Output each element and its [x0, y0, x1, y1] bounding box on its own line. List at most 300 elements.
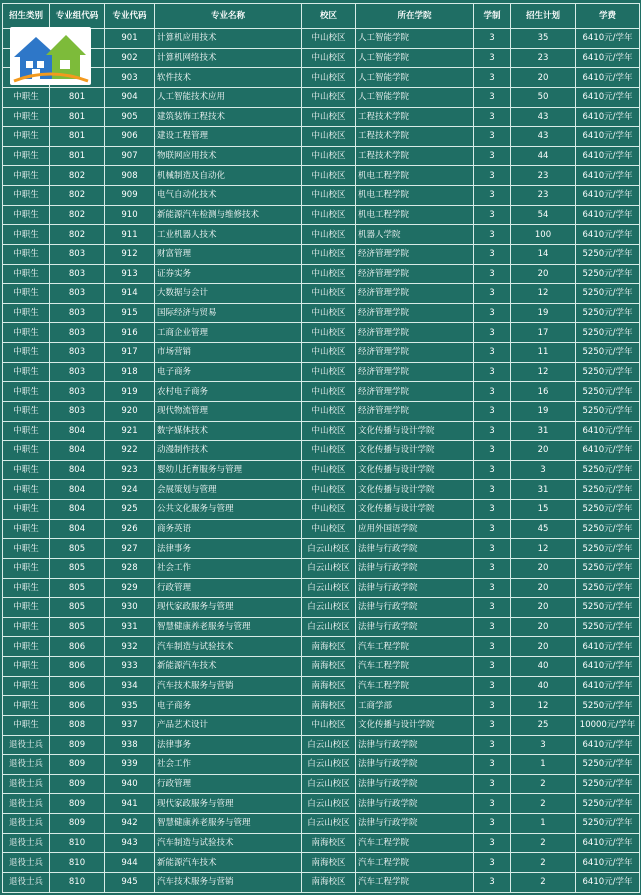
table-body [3, 29, 640, 893]
cell-campus: 白云山校区 [302, 617, 356, 637]
cell-group-code: 806 [50, 657, 105, 677]
cell-group-code: 801 [50, 146, 105, 166]
cell-category: 退役士兵 [3, 774, 50, 794]
cell-college: 法律与行政学院 [356, 578, 474, 598]
cell-tuition: 5250元/学年 [576, 343, 640, 363]
cell-group-code: 806 [50, 696, 105, 716]
cell-group-code: 804 [50, 441, 105, 461]
cell-college: 法律与行政学院 [356, 755, 474, 775]
cell-group-code: 809 [50, 794, 105, 814]
cell-category: 中职生 [3, 264, 50, 284]
cell-group-code: 802 [50, 166, 105, 186]
cell-major-name: 新能源汽车技术 [155, 657, 302, 677]
cell-tuition: 5250元/学年 [576, 814, 640, 834]
cell-category: 中职生 [3, 617, 50, 637]
table-row [3, 68, 640, 88]
cell-duration: 3 [474, 107, 511, 127]
cell-major-name: 公共文化服务与管理 [155, 500, 302, 520]
cell-plan: 54 [511, 205, 576, 225]
cell-college: 经济管理学院 [356, 401, 474, 421]
cell-college: 法律与行政学院 [356, 558, 474, 578]
cell-college: 经济管理学院 [356, 362, 474, 382]
table-row [3, 244, 640, 264]
table-row [3, 696, 640, 716]
cell-plan: 15 [511, 500, 576, 520]
cell-college: 机电工程学院 [356, 186, 474, 206]
cell-category: 中职生 [3, 637, 50, 657]
cell-category: 中职生 [3, 441, 50, 461]
cell-plan: 12 [511, 362, 576, 382]
cell-plan: 12 [511, 284, 576, 304]
cell-campus: 中山校区 [302, 303, 356, 323]
cell-tuition: 6410元/学年 [576, 186, 640, 206]
cell-campus: 南海校区 [302, 676, 356, 696]
cell-category: 中职生 [3, 225, 50, 245]
cell-major-code: 902 [105, 48, 155, 68]
table-row [3, 382, 640, 402]
cell-plan: 43 [511, 127, 576, 147]
cell-category: 中职生 [3, 166, 50, 186]
table-row [3, 284, 640, 304]
header-group-code: 专业组代码 [50, 4, 105, 29]
cell-plan: 23 [511, 48, 576, 68]
cell-college: 法律与行政学院 [356, 794, 474, 814]
cell-tuition: 6410元/学年 [576, 166, 640, 186]
cell-tuition: 5250元/学年 [576, 460, 640, 480]
table-row [3, 539, 640, 559]
cell-group-code: 803 [50, 303, 105, 323]
cell-plan: 43 [511, 107, 576, 127]
header-category: 招生类别 [3, 4, 50, 29]
cell-plan: 1 [511, 814, 576, 834]
cell-major-code: 943 [105, 833, 155, 853]
cell-major-code: 921 [105, 421, 155, 441]
cell-tuition: 5250元/学年 [576, 264, 640, 284]
cell-group-code: 802 [50, 186, 105, 206]
cell-campus: 中山校区 [302, 87, 356, 107]
cell-duration: 3 [474, 853, 511, 873]
cell-plan: 35 [511, 29, 576, 49]
table-row [3, 87, 640, 107]
header-college: 所在学院 [356, 4, 474, 29]
cell-campus: 中山校区 [302, 441, 356, 461]
table-row [3, 29, 640, 49]
cell-major-name: 软件技术 [155, 68, 302, 88]
cell-college: 汽车工程学院 [356, 872, 474, 892]
table-row [3, 480, 640, 500]
cell-duration: 3 [474, 127, 511, 147]
cell-tuition: 5250元/学年 [576, 519, 640, 539]
cell-college: 人工智能学院 [356, 68, 474, 88]
cell-college: 机器人学院 [356, 225, 474, 245]
table-row [3, 755, 640, 775]
cell-tuition: 6410元/学年 [576, 127, 640, 147]
cell-major-code: 901 [105, 29, 155, 49]
cell-plan: 25 [511, 715, 576, 735]
cell-duration: 3 [474, 244, 511, 264]
cell-major-name: 现代家政服务与管理 [155, 598, 302, 618]
cell-major-code: 909 [105, 186, 155, 206]
cell-duration: 3 [474, 715, 511, 735]
cell-duration: 3 [474, 284, 511, 304]
cell-major-code: 926 [105, 519, 155, 539]
cell-duration: 3 [474, 657, 511, 677]
cell-tuition: 6410元/学年 [576, 657, 640, 677]
cell-tuition: 5250元/学年 [576, 500, 640, 520]
cell-duration: 3 [474, 362, 511, 382]
cell-major-name: 农村电子商务 [155, 382, 302, 402]
cell-duration: 3 [474, 225, 511, 245]
cell-college: 工程技术学院 [356, 107, 474, 127]
cell-category: 退役士兵 [3, 755, 50, 775]
cell-campus: 白云山校区 [302, 755, 356, 775]
cell-campus: 南海校区 [302, 833, 356, 853]
cell-major-code: 931 [105, 617, 155, 637]
cell-college: 应用外国语学院 [356, 519, 474, 539]
cell-category: 中职生 [3, 303, 50, 323]
cell-category: 中职生 [3, 87, 50, 107]
cell-college: 经济管理学院 [356, 264, 474, 284]
table-row [3, 343, 640, 363]
cell-plan: 3 [511, 735, 576, 755]
cell-category: 中职生 [3, 676, 50, 696]
cell-group-code: 801 [50, 107, 105, 127]
cell-category: 中职生 [3, 539, 50, 559]
cell-major-name: 人工智能技术应用 [155, 87, 302, 107]
cell-plan: 23 [511, 166, 576, 186]
cell-category: 中职生 [3, 362, 50, 382]
cell-college: 文化传播与设计学院 [356, 441, 474, 461]
cell-duration: 3 [474, 166, 511, 186]
cell-major-code: 917 [105, 343, 155, 363]
cell-duration: 3 [474, 29, 511, 49]
cell-major-code: 916 [105, 323, 155, 343]
cell-campus: 中山校区 [302, 343, 356, 363]
house-logo-icon [10, 27, 91, 85]
cell-major-name: 动漫制作技术 [155, 441, 302, 461]
cell-college: 人工智能学院 [356, 29, 474, 49]
cell-major-code: 912 [105, 244, 155, 264]
table-row [3, 676, 640, 696]
cell-campus: 中山校区 [302, 284, 356, 304]
cell-duration: 3 [474, 205, 511, 225]
cell-group-code: 803 [50, 244, 105, 264]
cell-tuition: 5250元/学年 [576, 303, 640, 323]
cell-category: 中职生 [3, 205, 50, 225]
cell-tuition: 6410元/学年 [576, 441, 640, 461]
cell-campus: 中山校区 [302, 421, 356, 441]
cell-duration: 3 [474, 382, 511, 402]
cell-college: 经济管理学院 [356, 303, 474, 323]
cell-plan: 20 [511, 598, 576, 618]
cell-campus: 中山校区 [302, 225, 356, 245]
cell-major-name: 婴幼儿托育服务与管理 [155, 460, 302, 480]
cell-group-code: 806 [50, 637, 105, 657]
header-plan: 招生计划 [511, 4, 576, 29]
cell-campus: 白云山校区 [302, 578, 356, 598]
cell-tuition: 5250元/学年 [576, 539, 640, 559]
table-row [3, 814, 640, 834]
cell-plan: 20 [511, 68, 576, 88]
cell-campus: 中山校区 [302, 127, 356, 147]
cell-plan: 17 [511, 323, 576, 343]
table-row [3, 598, 640, 618]
cell-group-code: 806 [50, 676, 105, 696]
cell-major-code: 910 [105, 205, 155, 225]
cell-category: 中职生 [3, 244, 50, 264]
cell-college: 经济管理学院 [356, 244, 474, 264]
cell-major-code: 928 [105, 558, 155, 578]
cell-tuition: 5250元/学年 [576, 774, 640, 794]
cell-duration: 3 [474, 186, 511, 206]
cell-major-code: 906 [105, 127, 155, 147]
cell-plan: 40 [511, 657, 576, 677]
cell-tuition: 5250元/学年 [576, 401, 640, 421]
cell-tuition: 5250元/学年 [576, 755, 640, 775]
cell-major-name: 大数据与会计 [155, 284, 302, 304]
table-row [3, 127, 640, 147]
cell-campus: 中山校区 [302, 244, 356, 264]
cell-major-name: 机械制造及自动化 [155, 166, 302, 186]
cell-campus: 白云山校区 [302, 598, 356, 618]
cell-major-name: 数字媒体技术 [155, 421, 302, 441]
cell-major-name: 市场营销 [155, 343, 302, 363]
cell-college: 机电工程学院 [356, 205, 474, 225]
cell-college: 经济管理学院 [356, 284, 474, 304]
cell-campus: 中山校区 [302, 500, 356, 520]
header-duration: 学制 [474, 4, 511, 29]
cell-major-code: 924 [105, 480, 155, 500]
cell-major-name: 财富管理 [155, 244, 302, 264]
cell-college: 法律与行政学院 [356, 598, 474, 618]
cell-campus: 白云山校区 [302, 814, 356, 834]
cell-duration: 3 [474, 264, 511, 284]
cell-college: 工程技术学院 [356, 146, 474, 166]
cell-tuition: 5250元/学年 [576, 480, 640, 500]
cell-tuition: 5250元/学年 [576, 323, 640, 343]
cell-major-name: 电子商务 [155, 362, 302, 382]
cell-major-code: 922 [105, 441, 155, 461]
cell-college: 汽车工程学院 [356, 853, 474, 873]
cell-college: 经济管理学院 [356, 343, 474, 363]
cell-college: 工商学部 [356, 696, 474, 716]
cell-duration: 3 [474, 617, 511, 637]
cell-plan: 44 [511, 146, 576, 166]
cell-group-code: 805 [50, 558, 105, 578]
cell-tuition: 6410元/学年 [576, 107, 640, 127]
cell-campus: 中山校区 [302, 146, 356, 166]
cell-campus: 中山校区 [302, 264, 356, 284]
header-campus: 校区 [302, 4, 356, 29]
cell-major-name: 现代家政服务与管理 [155, 794, 302, 814]
cell-group-code: 804 [50, 519, 105, 539]
cell-duration: 3 [474, 696, 511, 716]
cell-campus: 白云山校区 [302, 794, 356, 814]
cell-major-code: 939 [105, 755, 155, 775]
cell-category: 中职生 [3, 558, 50, 578]
cell-group-code: 809 [50, 774, 105, 794]
cell-tuition: 5250元/学年 [576, 284, 640, 304]
cell-duration: 3 [474, 814, 511, 834]
cell-group-code: 805 [50, 539, 105, 559]
cell-tuition: 5250元/学年 [576, 578, 640, 598]
cell-college: 文化传播与设计学院 [356, 421, 474, 441]
table-row [3, 558, 640, 578]
cell-group-code: 801 [50, 87, 105, 107]
table-row [3, 205, 640, 225]
cell-duration: 3 [474, 48, 511, 68]
table-row [3, 225, 640, 245]
cell-college: 法律与行政学院 [356, 814, 474, 834]
cell-major-code: 935 [105, 696, 155, 716]
table-row [3, 460, 640, 480]
cell-plan: 45 [511, 519, 576, 539]
cell-category: 中职生 [3, 578, 50, 598]
cell-category: 退役士兵 [3, 794, 50, 814]
cell-major-name: 法律事务 [155, 539, 302, 559]
cell-major-name: 工业机器人技术 [155, 225, 302, 245]
cell-tuition: 5250元/学年 [576, 362, 640, 382]
cell-campus: 中山校区 [302, 68, 356, 88]
cell-college: 文化传播与设计学院 [356, 480, 474, 500]
cell-duration: 3 [474, 401, 511, 421]
cell-category: 中职生 [3, 480, 50, 500]
cell-category: 中职生 [3, 421, 50, 441]
cell-plan: 2 [511, 774, 576, 794]
cell-duration: 3 [474, 441, 511, 461]
cell-duration: 3 [474, 676, 511, 696]
cell-group-code: 803 [50, 264, 105, 284]
table-row [3, 578, 640, 598]
cell-major-name: 现代物流管理 [155, 401, 302, 421]
table-row [3, 303, 640, 323]
cell-tuition: 6410元/学年 [576, 87, 640, 107]
cell-category: 中职生 [3, 284, 50, 304]
table-row [3, 323, 640, 343]
table-row [3, 833, 640, 853]
cell-major-name: 电气自动化技术 [155, 186, 302, 206]
cell-major-code: 945 [105, 872, 155, 892]
cell-duration: 3 [474, 794, 511, 814]
cell-duration: 3 [474, 539, 511, 559]
table-row [3, 107, 640, 127]
cell-plan: 20 [511, 558, 576, 578]
cell-major-code: 925 [105, 500, 155, 520]
cell-category: 中职生 [3, 519, 50, 539]
cell-major-code: 933 [105, 657, 155, 677]
cell-campus: 中山校区 [302, 480, 356, 500]
cell-major-name: 行政管理 [155, 578, 302, 598]
header-tuition: 学费 [576, 4, 640, 29]
cell-group-code: 803 [50, 382, 105, 402]
cell-plan: 20 [511, 617, 576, 637]
cell-campus: 南海校区 [302, 872, 356, 892]
table-row [3, 637, 640, 657]
cell-major-name: 电子商务 [155, 696, 302, 716]
cell-college: 人工智能学院 [356, 87, 474, 107]
cell-college: 经济管理学院 [356, 382, 474, 402]
cell-group-code: 810 [50, 872, 105, 892]
cell-duration: 3 [474, 460, 511, 480]
header-major-name: 专业名称 [155, 4, 302, 29]
cell-campus: 南海校区 [302, 853, 356, 873]
cell-group-code: 810 [50, 833, 105, 853]
cell-plan: 19 [511, 401, 576, 421]
cell-group-code: 804 [50, 421, 105, 441]
cell-plan: 2 [511, 833, 576, 853]
cell-college: 文化传播与设计学院 [356, 500, 474, 520]
table-row [3, 774, 640, 794]
cell-group-code: 805 [50, 598, 105, 618]
cell-campus: 中山校区 [302, 401, 356, 421]
header-major-code: 专业代码 [105, 4, 155, 29]
cell-tuition: 5250元/学年 [576, 598, 640, 618]
cell-campus: 中山校区 [302, 460, 356, 480]
cell-category: 中职生 [3, 382, 50, 402]
cell-major-code: 907 [105, 146, 155, 166]
cell-tuition: 5250元/学年 [576, 382, 640, 402]
cell-campus: 白云山校区 [302, 735, 356, 755]
cell-major-name: 智慧健康养老服务与管理 [155, 617, 302, 637]
cell-group-code: 803 [50, 401, 105, 421]
table-row [3, 715, 640, 735]
cell-tuition: 6410元/学年 [576, 853, 640, 873]
cell-group-code: 803 [50, 343, 105, 363]
cell-college: 工程技术学院 [356, 127, 474, 147]
cell-major-name: 建筑装饰工程技术 [155, 107, 302, 127]
cell-category: 中职生 [3, 598, 50, 618]
cell-category: 中职生 [3, 343, 50, 363]
cell-campus: 中山校区 [302, 715, 356, 735]
cell-group-code: 803 [50, 323, 105, 343]
cell-group-code: 809 [50, 755, 105, 775]
cell-college: 经济管理学院 [356, 323, 474, 343]
cell-major-name: 行政管理 [155, 774, 302, 794]
cell-tuition: 6410元/学年 [576, 68, 640, 88]
cell-campus: 南海校区 [302, 696, 356, 716]
table-row [3, 264, 640, 284]
cell-major-code: 908 [105, 166, 155, 186]
cell-group-code: 803 [50, 362, 105, 382]
table-row [3, 48, 640, 68]
cell-major-code: 927 [105, 539, 155, 559]
cell-tuition: 6410元/学年 [576, 146, 640, 166]
cell-major-code: 905 [105, 107, 155, 127]
cell-major-name: 商务英语 [155, 519, 302, 539]
cell-tuition: 10000元/学年 [576, 715, 640, 735]
cell-major-code: 903 [105, 68, 155, 88]
cell-plan: 31 [511, 480, 576, 500]
cell-plan: 40 [511, 676, 576, 696]
admissions-table [2, 3, 640, 893]
table-row [3, 441, 640, 461]
cell-major-name: 计算机网络技术 [155, 48, 302, 68]
table-row [3, 657, 640, 677]
cell-major-code: 938 [105, 735, 155, 755]
cell-category: 中职生 [3, 657, 50, 677]
cell-plan: 11 [511, 343, 576, 363]
cell-college: 法律与行政学院 [356, 774, 474, 794]
cell-tuition: 5250元/学年 [576, 794, 640, 814]
table-row [3, 146, 640, 166]
cell-major-name: 智慧健康养老服务与管理 [155, 814, 302, 834]
cell-college: 文化传播与设计学院 [356, 715, 474, 735]
cell-major-code: 941 [105, 794, 155, 814]
cell-duration: 3 [474, 303, 511, 323]
cell-major-name: 物联网应用技术 [155, 146, 302, 166]
table-row [3, 794, 640, 814]
cell-major-code: 920 [105, 401, 155, 421]
